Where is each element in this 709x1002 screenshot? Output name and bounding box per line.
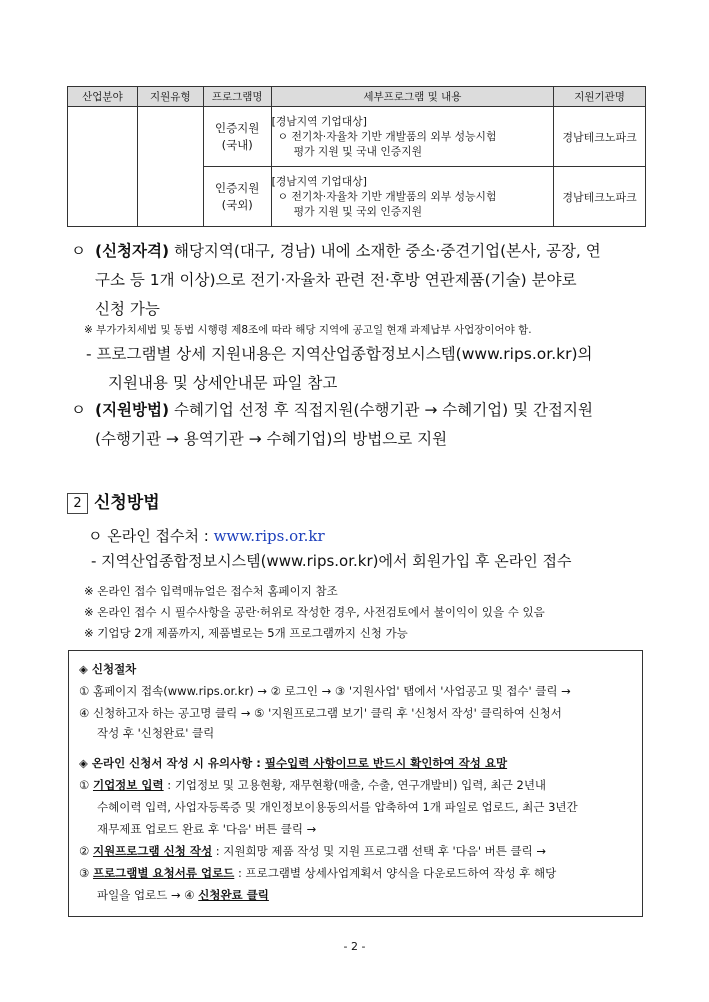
method-label: (지원방법) xyxy=(95,401,170,419)
eligibility-line1: 해당지역(대구, 경남) 내에 소재한 중소·중견기업(본사, 공장, 연 xyxy=(169,242,601,260)
table-header-row xyxy=(68,87,646,107)
eligibility-dash-line1: - 프로그램별 상세 지원내용은 지역산업종합정보시스템(www.rips.or.kr)의 xyxy=(86,345,593,363)
caution-emphasis: 필수입력 사항이므로 반드시 확인하여 작성 요망 xyxy=(264,756,508,770)
detail-cell xyxy=(271,167,553,227)
header-detail: 세부프로그램 및 내용 xyxy=(271,87,553,107)
detail-line: ㅇ 전기차·자율차 기반 개발품의 외부 성능시험 xyxy=(277,190,497,203)
detail-line: 평가 지원 및 국외 인증지원 xyxy=(293,205,423,218)
caution-item-title: 기업정보 입력 xyxy=(92,778,164,792)
page-number: - 2 - xyxy=(343,940,366,953)
agency-cell: 경남테크노파크 xyxy=(554,167,646,227)
procedure-step: ④ 신청하고자 하는 공고명 클릭 → ⑤ '지원프로그램 보기' 클릭 후 '신청서 작성' 클릭하여 신청서 xyxy=(79,706,562,720)
detail-title: [경남지역 기업대상] xyxy=(271,175,367,188)
method-paragraph xyxy=(71,396,651,454)
program-table xyxy=(67,86,646,227)
agency-cell: 경남테크노파크 xyxy=(554,107,646,167)
note-line: ※ 온라인 접수 입력매뉴얼은 접수처 홈페이지 참조 xyxy=(84,584,338,598)
program-name-cell xyxy=(203,167,271,227)
online-url-link[interactable]: www.rips.or.kr xyxy=(213,527,325,545)
program-name-cell xyxy=(203,107,271,167)
caution-item-title: 신청완료 클릭 xyxy=(198,888,269,902)
header-program-name: 프로그램명 xyxy=(203,87,271,107)
caution-item-number: ② xyxy=(79,844,93,858)
method-line1: 수혜기업 선정 후 직접지원(수행기관 → 수혜기업) 및 간접지원 xyxy=(169,401,593,419)
support-type-cell xyxy=(137,107,203,227)
table-row xyxy=(68,107,646,167)
note-line: ※ 기업당 2개 제품까지, 제품별로는 5개 프로그램까지 신청 가능 xyxy=(84,626,408,640)
caution-item xyxy=(79,777,546,793)
detail-cell xyxy=(271,107,553,167)
eligibility-dash-line2: 지원내용 및 상세안내문 파일 참고 xyxy=(108,374,338,392)
program-name-line2: (국외) xyxy=(221,197,253,212)
program-name-line1: 인증지원 xyxy=(214,180,260,195)
header-industry: 산업분야 xyxy=(68,87,138,107)
method-line2: (수행기관 → 용역기관 → 수혜기업)의 방법으로 지원 xyxy=(95,430,448,448)
detail-line: 평가 지원 및 국내 인증지원 xyxy=(293,145,423,158)
bullet-icon: ㅇ xyxy=(71,401,86,419)
caution-label: ◈ 온라인 신청서 작성 시 유의사항 : xyxy=(79,756,265,770)
caution-item xyxy=(79,865,556,881)
caution-item-text: 수혜이력 입력, 사업자등록증 및 개인정보이용동의서를 압축하여 1개 파일로 업로드, 최근 3년간 xyxy=(97,800,578,814)
note-line: ※ 온라인 접수 시 필수사항을 공란·허위로 작성한 경우, 사전검토에서 불이익이 있을 수 있음 xyxy=(84,605,545,619)
section-number: 2 xyxy=(67,493,88,514)
procedure-step: ① 홈페이지 접속(www.rips.or.kr) → ② 로그인 → ③ '지원사업' 탭에서 '사업공고 및 접수' 클릭 → xyxy=(79,684,571,698)
caution-item-title: 프로그램별 요청서류 업로드 xyxy=(92,866,235,880)
section-title: 신청방법 xyxy=(94,493,160,513)
program-name-line2: (국내) xyxy=(221,137,253,152)
caution-item-text: : 기업정보 및 고용현황, 재무현황(매출, 수출, 연구개발비) 입력, 최근 2년내 xyxy=(163,778,547,792)
caution-item-title: 지원프로그램 신청 작성 xyxy=(92,844,213,858)
caution-item-text: : 지원희망 제품 작성 및 지원 프로그램 선택 후 '다음' 버튼 클릭 → xyxy=(212,844,547,858)
eligibility-label: (신청자격) xyxy=(95,242,170,260)
caution-item-text: : 프로그램별 상세사업계획서 양식을 다운로드하여 작성 후 해당 xyxy=(234,866,557,880)
eligibility-paragraph xyxy=(71,237,651,324)
eligibility-line3: 신청 가능 xyxy=(95,300,160,318)
section-heading xyxy=(67,488,160,514)
procedure-box xyxy=(68,650,643,917)
online-label: ㅇ 온라인 접수처 : xyxy=(88,527,214,545)
header-agency: 지원기관명 xyxy=(554,87,646,107)
bullet-icon: ㅇ xyxy=(71,242,86,260)
eligibility-line2: 구소 등 1개 이상)으로 전기·자율차 관련 전·후방 연관제품(기술) 분야로 xyxy=(95,271,577,289)
eligibility-note: ※ 부가가치세법 및 동법 시행령 제8조에 따라 해당 지역에 공고일 현재 과제납부 사업장이어야 함. xyxy=(84,324,532,336)
caution-item-text: 재무제표 업로드 완료 후 '다음' 버튼 클릭 → xyxy=(97,822,317,836)
caution-item xyxy=(79,843,546,859)
procedure-step: 작성 후 '신청완료' 클릭 xyxy=(97,726,215,740)
detail-title: [경남지역 기업대상] xyxy=(271,115,367,128)
header-support-type: 지원유형 xyxy=(137,87,203,107)
detail-line: ㅇ 전기차·자율차 기반 개발품의 외부 성능시험 xyxy=(277,130,497,143)
caution-heading xyxy=(79,755,507,771)
industry-cell xyxy=(68,107,138,227)
caution-item-text: 파일을 업로드 → ④ xyxy=(97,888,199,902)
caution-item xyxy=(97,887,269,903)
procedure-heading: ◈ 신청절차 xyxy=(79,662,137,676)
program-name-line1: 인증지원 xyxy=(214,120,260,135)
online-dash-line: - 지역산업종합정보시스템(www.rips.or.kr)에서 회원가입 후 온라인 접수 xyxy=(91,552,572,570)
caution-item-number: ③ xyxy=(79,866,93,880)
caution-item-number: ① xyxy=(79,778,93,792)
